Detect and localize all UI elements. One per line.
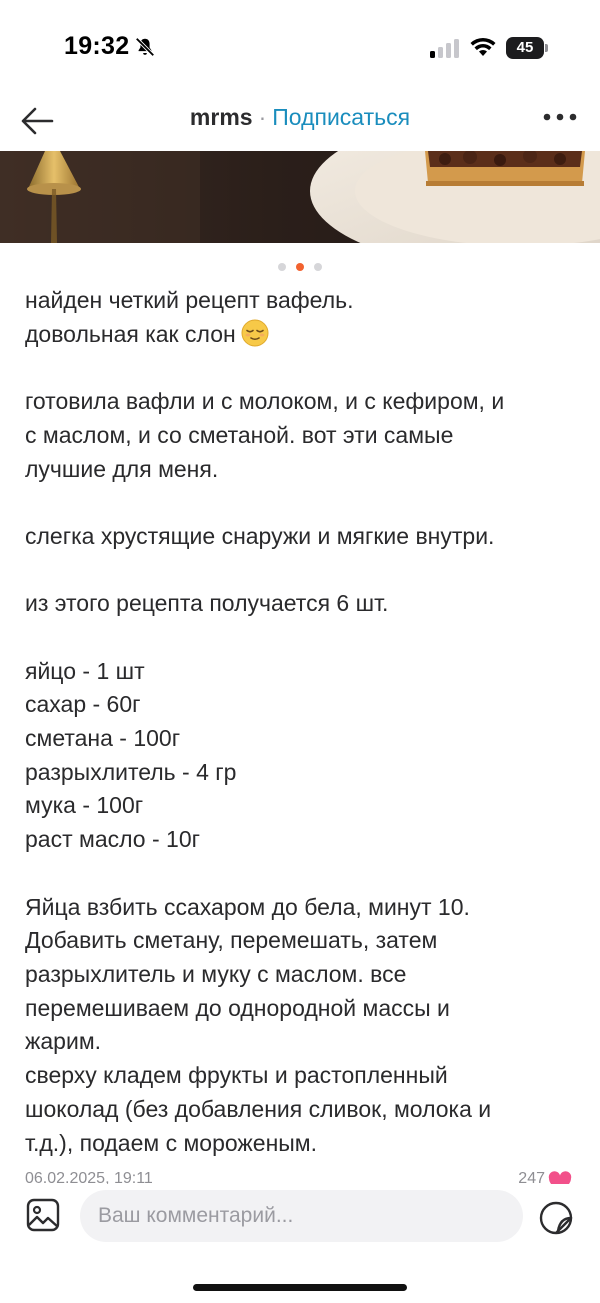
pager-dot[interactable] (314, 263, 322, 271)
post-line: слегка хрустящие снаружи и мягкие внутри. (25, 522, 495, 549)
heart-icon[interactable] (547, 1170, 573, 1184)
header-title (0, 104, 600, 131)
battery-icon (506, 37, 548, 59)
instruction-line: шоколад (без добавления сливок, молока и (25, 1095, 492, 1122)
post-line-text: довольная как слон (25, 320, 236, 347)
post-line: с маслом, и со сметаной. вот эти самые (25, 421, 454, 448)
bell-slash-icon (134, 36, 156, 58)
instruction-line: Добавить сметану, перемешать, затем (25, 927, 438, 954)
gallery-icon[interactable] (26, 1198, 60, 1232)
post-header (0, 96, 600, 150)
signal-icon (430, 38, 460, 58)
wifi-icon (470, 36, 496, 58)
status-bar (0, 0, 600, 96)
ingredient-line: мука - 100г (25, 792, 144, 819)
instruction-line: жарим. (25, 1028, 102, 1055)
post-line: лучшие для меня. (25, 455, 219, 482)
instruction-line: т.д.), подаем с мороженым. (25, 1129, 318, 1156)
ingredient-line: сметана - 100г (25, 725, 181, 752)
post-date: 06.02.2025, 19:11 (25, 1170, 153, 1184)
ingredient-line: сахар - 60г (25, 691, 141, 718)
image-pager (0, 263, 600, 273)
post-line: из этого рецепта получается 6 шт. (25, 590, 389, 617)
post-meta (25, 1168, 575, 1184)
subscribe-button[interactable]: Подписаться (272, 104, 411, 130)
like-count: 247 (518, 1170, 545, 1184)
paragraph-gap (25, 486, 580, 520)
home-indicator[interactable] (193, 1284, 407, 1291)
paragraph-gap (25, 554, 580, 588)
post-photo[interactable] (0, 151, 600, 243)
author-username[interactable]: mrms (189, 104, 253, 130)
status-time: 19:32 (64, 32, 130, 60)
battery-tip (545, 44, 548, 52)
instruction-line: перемешиваем до однородной массы и (25, 994, 450, 1021)
paragraph-gap (25, 351, 580, 385)
ingredient-line: разрыхлитель - 4 гр (25, 758, 237, 785)
instruction-line: сверху кладем фрукты и растопленный (25, 1062, 448, 1089)
post-line: найден четкий рецепт вафель. (25, 287, 354, 313)
pager-dot-active[interactable] (296, 263, 304, 271)
pager-dot[interactable] (278, 263, 286, 271)
relieved-face-emoji-icon (240, 318, 270, 348)
battery-level: 45 (506, 37, 544, 59)
paragraph-gap (25, 621, 580, 655)
post-body (25, 284, 580, 1160)
post-line-with-emoji (25, 318, 580, 352)
comment-input[interactable] (80, 1190, 523, 1242)
post-line: готовила вафли и с молоком, и с кефиром, и (25, 388, 505, 415)
paragraph-gap (25, 857, 580, 891)
header-separator: · (258, 104, 267, 130)
ingredient-line: яйцо - 1 шт (25, 657, 145, 684)
instruction-line: Яйца взбить ссахаром до бела, минут 10. (25, 893, 470, 920)
waffle-photo-image (0, 151, 600, 243)
instruction-line: разрыхлитель и муку с маслом. все (25, 960, 407, 987)
comment-bar (0, 1184, 600, 1303)
sticker-icon[interactable] (538, 1200, 574, 1236)
more-icon[interactable] (542, 106, 578, 128)
ingredient-line: раст масло - 10г (25, 826, 200, 853)
